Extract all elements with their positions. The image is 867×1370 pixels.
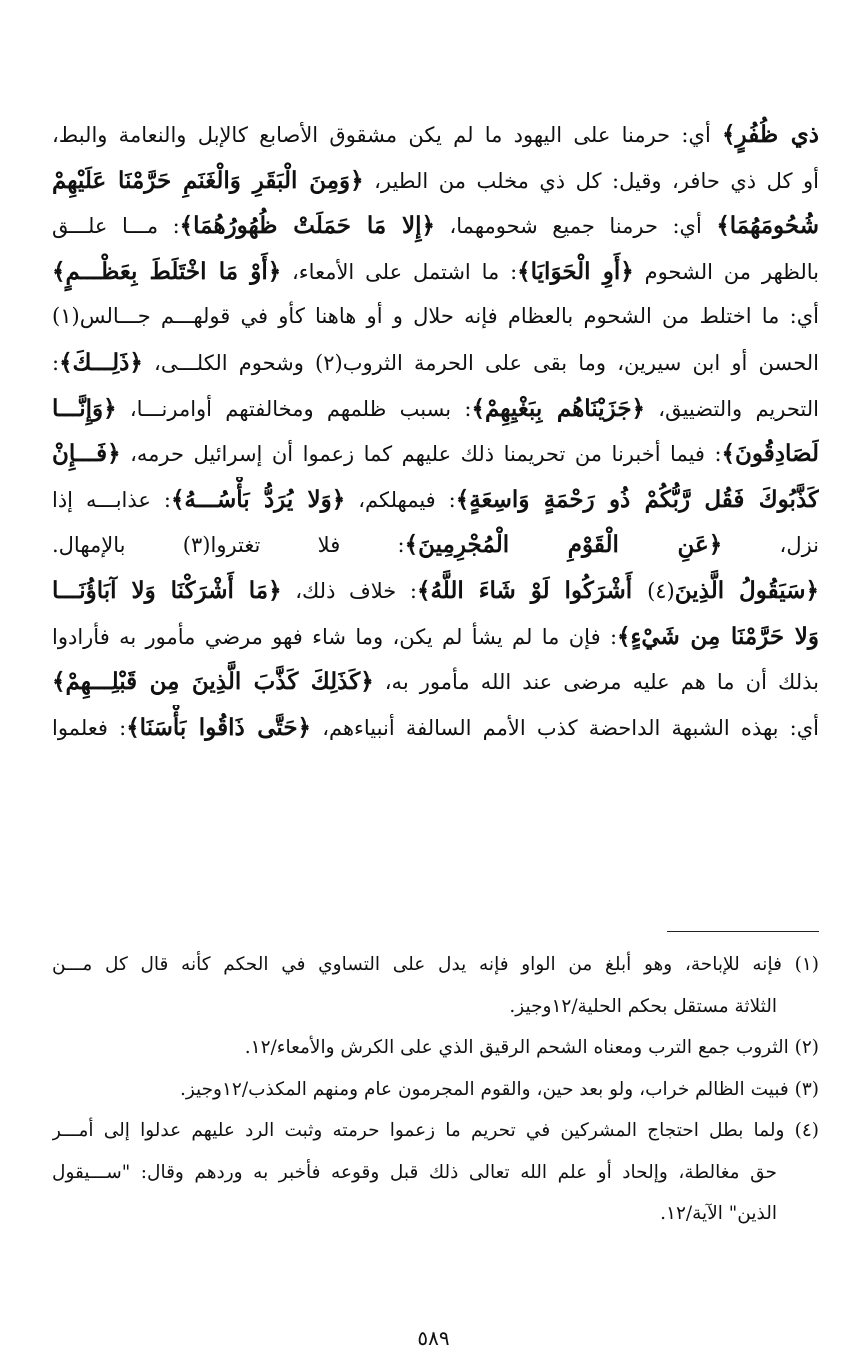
commentary-text: بذلك أن ما هم عليه مرضى عند الله مأمور به، [373,670,819,695]
commentary-text: (١) [52,304,80,329]
quran-quote: ﴿أَوْ مَا اخْتَلَطَ بِعَظْـــمٍ﴾ [52,257,282,285]
commentary-text: : مـــا علـــق [52,214,180,239]
text-line [52,522,819,568]
text-line [52,294,819,340]
commentary-text: : خلاف ذلك، [281,578,417,603]
text-line [52,203,819,249]
quran-quote: ﴿وَلا يُرَدُّ بَأْسُـــهُ﴾ [170,485,346,513]
quran-quote: ﴿سَيَقُولُ الَّذِينَ [674,576,819,604]
quran-quote: ﴿جَزَيْنَاهُم بِبَغْيِهِمْ﴾ [471,394,646,422]
footnote-line: حق مغالطة، وإلحاد أو علم الله تعالى ذلك قبل وقوعه فأخبر به وردهم وقال: "ســـيقول [52,1161,777,1183]
quran-quote: لَصَادِقُونَ﴾ [721,440,819,468]
quran-quote: وَلا حَرَّمْنَا مِن شَيْءٍ﴾ [617,622,819,650]
commentary-text: : ما اشتمل على الأمعاء، [281,259,518,284]
text-line [52,386,819,432]
footnote-line: الذين" الآية/١٢. [660,1203,777,1224]
quran-quote: ﴿حَتَّى ذَاقُوا بَأْسَنَا﴾ [126,713,312,741]
quran-quote: ﴿أَوِ الْحَوَايَا﴾ [517,257,634,285]
quran-quote: ﴿ذَلِـــكَ﴾ [59,348,143,376]
commentary-text: نزل، [722,533,819,558]
footnote [52,1069,819,1111]
text-line [52,705,819,751]
text-line [52,477,819,523]
commentary-text: : فيمهلكم، [345,487,456,512]
text-line [52,249,819,295]
footnote-line: الثلاثة مستقل بحكم الحلية/١٢وجيز. [509,995,777,1017]
quran-quote: ﴿وَمِنَ الْبَقَرِ وَالْغَنَمِ حَرَّمْنَا عَلَيْهِمْ [52,166,364,194]
main-text [52,112,819,750]
commentary-text: : عذابـــه إذا [52,487,171,512]
quran-quote: ﴿كَذَلِكَ كَذَّبَ الَّذِينَ مِن قَبْلِـــهِمْ﴾ [52,668,374,696]
commentary-text: أي: حرمنا على اليهود ما لم يكن مشقوق الأصابع كالإبل والنعامة والبط، [52,123,723,147]
commentary-text: : [52,350,60,375]
quran-quote: ذي ظُفُرٍ﴾ [722,121,819,148]
commentary-text: بالظهر من الشحوم [633,259,819,284]
text-line [52,112,819,158]
quran-quote: ﴿عَنِ الْقَوْمِ الْمُجْرِمِينَ﴾ [404,531,723,559]
quran-quote: كَذَّبُوكَ فَقُل رَّبُّكُمْ ذُو رَحْمَةٍ وَاسِعَةٍ﴾ [455,485,819,513]
commentary-text: (٢) [315,350,343,375]
commentary-text: أي: حرمنا جميع شحومهما، [435,214,717,239]
footnote-separator [667,931,819,932]
footnote-line: (٣) فبيت الظالم خراب، ولو بعد حين، والقوم المجرمون عام ومنهم المكذب/١٢وجيز. [179,1078,819,1100]
text-line [52,158,819,204]
footnote [52,1110,819,1235]
footnote-line: (٢) الثروب جمع الترب ومعناه الشحم الرقيق الذي على الكرش والأمعاء/١٢. [244,1037,819,1058]
footnote-line: (٤) ولما بطل احتجاج المشركين في تحريم ما زعموا حرمته وثبت الرد عليهم عدلوا إلى أمـــر [52,1120,819,1141]
commentary-text: : بسبب ظلمهم ومخالفتهم أوامرنـــا، [116,396,472,421]
commentary-text: وشحوم الكلـــى، [142,350,316,375]
commentary-text: (٤) [647,578,675,603]
text-line [52,340,819,386]
text-line [52,431,819,477]
footnote [52,944,819,1027]
text-line [52,614,819,660]
footnote [52,1027,819,1069]
text-line [52,568,819,614]
quran-quote: ﴿وَإِنَّـــا [52,394,117,422]
commentary-text: : فعلموا [52,715,127,740]
footnote-line: (١) فإنه للإباحة، وهو أبلغ من الواو فإنه يدل على التساوي في الحكم كأنه قال كل مـــن [52,954,819,975]
quran-quote: ﴿فَـــإِنْ [52,440,121,468]
quran-quote: ﴿مَا أَشْرَكْنَا وَلا آبَاؤُنَـــا [52,576,282,604]
commentary-text: أي: بهذه الشبهة الداحضة كذب الأمم السالفة أنبياءهم، [311,715,819,740]
commentary-text: (٣) [182,533,211,558]
quran-quote: شُحُومَهُمَا﴾ [716,212,819,240]
commentary-text: التحريم والتضييق، [645,396,819,421]
page-number: ٥٨٩ [417,1326,450,1350]
commentary-text: : فإن ما لم يشأ لم يكن، وما شاء فهو مرضي مأمور به فأرادوا [52,624,618,649]
commentary-text: بالإمهال. [52,533,183,558]
footnotes [52,944,819,1235]
commentary-text: الحسن أو ابن سيرين، وما بقى على الحرمة الثروب [342,350,819,375]
commentary-text: أي: ما اختلط من الشحوم بالعظام فإنه حلال و أو هاهنا كأو في قولهـــم جـــالس [79,304,819,329]
text-line [52,659,819,705]
quran-quote: أَشْرَكُوا لَوْ شَاءَ اللَّهُ﴾ [416,576,648,604]
commentary-text: أو كل ذي حافر، وقيل: كل ذي مخلب من الطير، [363,168,819,193]
commentary-text: : فلا تغتروا [210,533,405,558]
quran-quote: ﴿إِلا مَا حَمَلَتْ ظُهُورُهُمَا﴾ [179,212,435,240]
commentary-text: : فيما أخبرنا من تحريمنا ذلك عليهم كما زعموا أن إسرائيل حرمه، [120,442,722,467]
